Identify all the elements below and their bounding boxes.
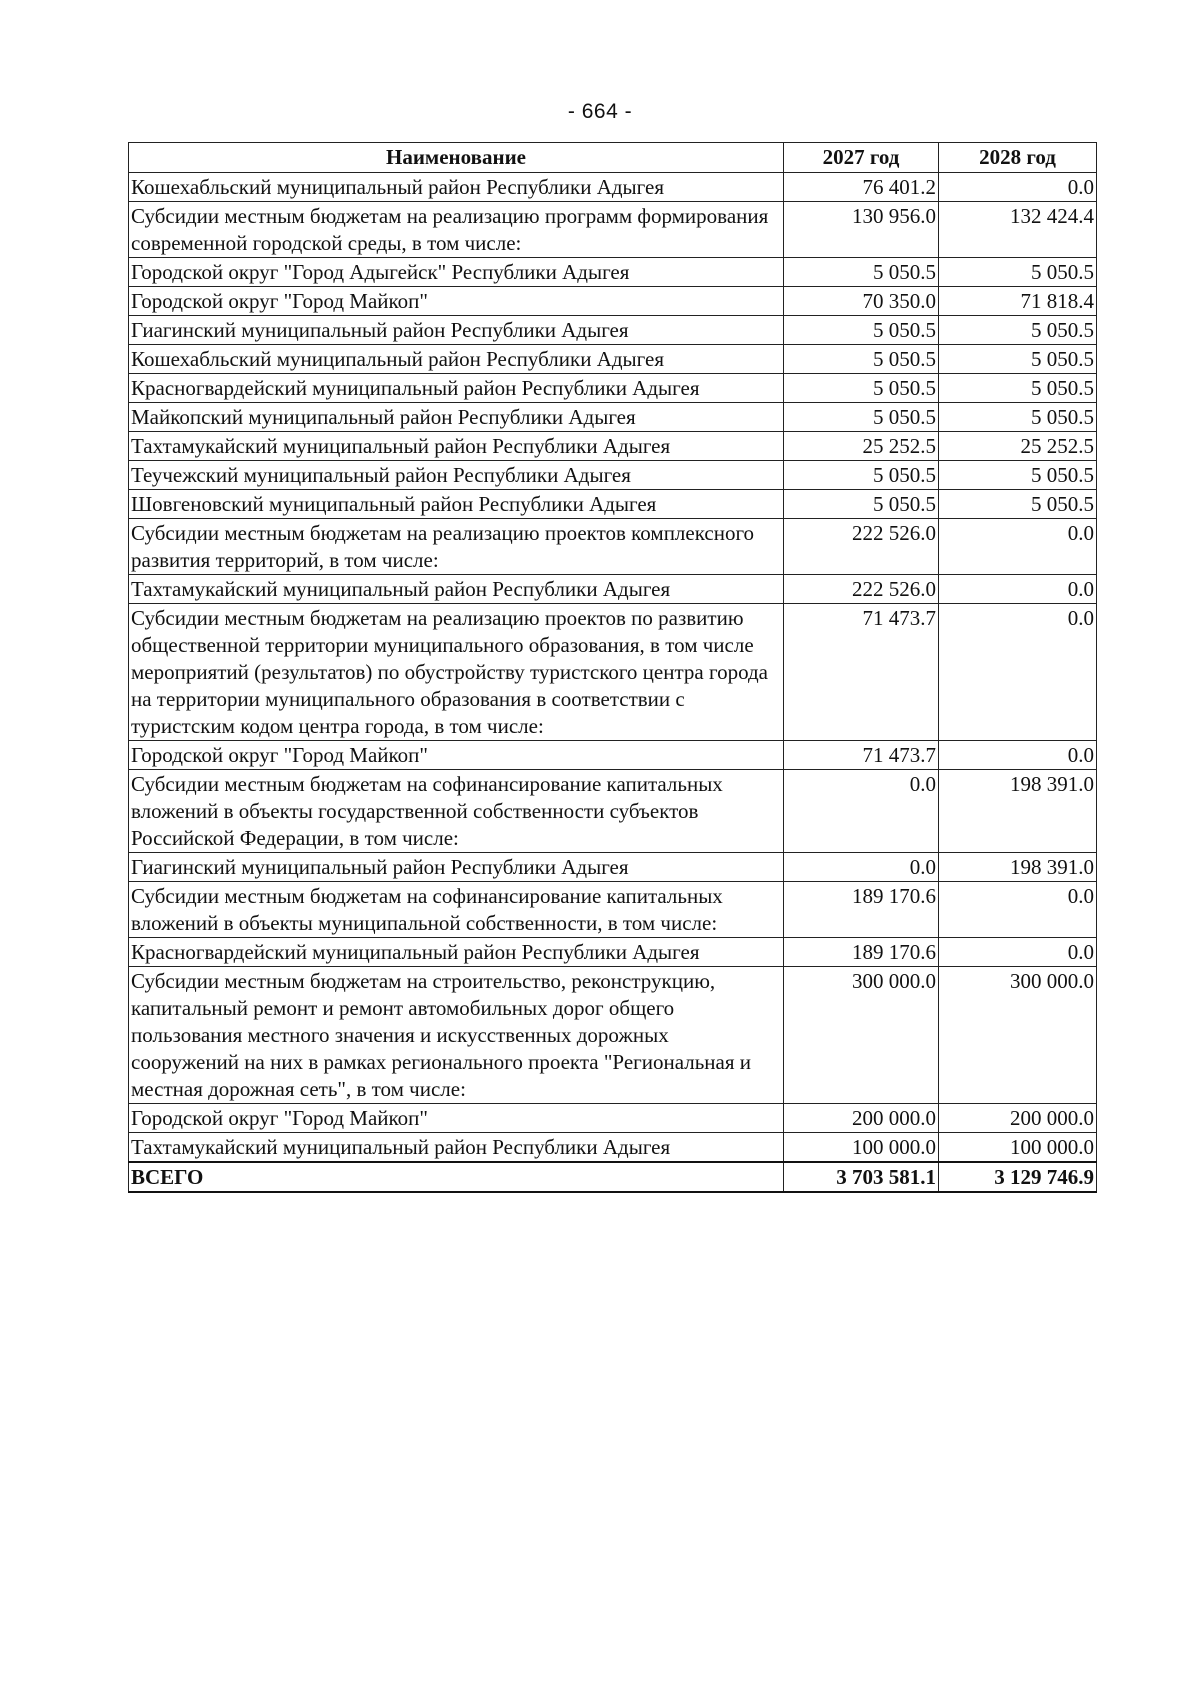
table-row — [129, 345, 1097, 374]
row-name: Городской округ "Город Майкоп" — [129, 741, 784, 770]
table-row — [129, 490, 1097, 519]
table-row — [129, 575, 1097, 604]
row-value-2028: 71 818.4 — [939, 287, 1097, 316]
table-row — [129, 258, 1097, 287]
row-name: Теучежский муниципальный район Республики Адыгея — [129, 461, 784, 490]
row-name: Тахтамукайский муниципальный район Республики Адыгея — [129, 432, 784, 461]
row-value-2027: 5 050.5 — [784, 490, 939, 519]
row-value-2027: 76 401.2 — [784, 173, 939, 202]
budget-table — [128, 142, 1097, 1193]
row-value-2027: 100 000.0 — [784, 1133, 939, 1163]
row-name: Субсидии местным бюджетам на строительство, реконструкцию, капитальный ремонт и ремонт автомобильных дорог общего пользования местного значения и искусственных дорожных сооружений на них в рамках регионального проекта "Региональная и местная дорожная сеть", в том числе: — [129, 967, 784, 1104]
row-value-2027: 222 526.0 — [784, 575, 939, 604]
table-row — [129, 741, 1097, 770]
row-name: Субсидии местным бюджетам на софинансирование капитальных вложений в объекты государственной собственности субъектов Российской Федерации, в том числе: — [129, 770, 784, 853]
row-name: Субсидии местным бюджетам на софинансирование капитальных вложений в объекты муниципальной собственности, в том числе: — [129, 882, 784, 938]
row-value-2027: 5 050.5 — [784, 403, 939, 432]
row-value-2028: 0.0 — [939, 173, 1097, 202]
row-value-2028: 0.0 — [939, 741, 1097, 770]
row-name: Майкопский муниципальный район Республики Адыгея — [129, 403, 784, 432]
row-value-2028: 100 000.0 — [939, 1133, 1097, 1163]
table-row — [129, 374, 1097, 403]
row-value-2028: 5 050.5 — [939, 345, 1097, 374]
table-row — [129, 1133, 1097, 1163]
row-value-2027: 300 000.0 — [784, 967, 939, 1104]
row-value-2028: 300 000.0 — [939, 967, 1097, 1104]
row-value-2028: 0.0 — [939, 938, 1097, 967]
total-value-2028: 3 129 746.9 — [939, 1162, 1097, 1192]
row-value-2028: 25 252.5 — [939, 432, 1097, 461]
row-value-2027: 71 473.7 — [784, 741, 939, 770]
table-row — [129, 770, 1097, 853]
row-value-2028: 0.0 — [939, 604, 1097, 741]
page-number: - 664 - — [567, 100, 633, 123]
total-row — [129, 1162, 1097, 1192]
row-name: Городской округ "Город Адыгейск" Республики Адыгея — [129, 258, 784, 287]
row-value-2028: 0.0 — [939, 882, 1097, 938]
row-name: Красногвардейский муниципальный район Республики Адыгея — [129, 938, 784, 967]
row-value-2027: 5 050.5 — [784, 258, 939, 287]
total-value-2027: 3 703 581.1 — [784, 1162, 939, 1192]
column-header-2027: 2027 год — [784, 143, 939, 173]
row-value-2027: 71 473.7 — [784, 604, 939, 741]
row-value-2027: 0.0 — [784, 770, 939, 853]
table-row — [129, 1104, 1097, 1133]
row-value-2027: 5 050.5 — [784, 374, 939, 403]
table-row — [129, 853, 1097, 882]
row-value-2028: 0.0 — [939, 575, 1097, 604]
table-row — [129, 403, 1097, 432]
table-row — [129, 173, 1097, 202]
table-row — [129, 938, 1097, 967]
row-name: Шовгеновский муниципальный район Республики Адыгея — [129, 490, 784, 519]
row-name: Красногвардейский муниципальный район Республики Адыгея — [129, 374, 784, 403]
row-value-2027: 200 000.0 — [784, 1104, 939, 1133]
table-row — [129, 316, 1097, 345]
row-value-2027: 130 956.0 — [784, 202, 939, 258]
row-value-2027: 222 526.0 — [784, 519, 939, 575]
table-row — [129, 519, 1097, 575]
row-value-2028: 132 424.4 — [939, 202, 1097, 258]
row-name: Субсидии местным бюджетам на реализацию программ формирования современной городской среды, в том числе: — [129, 202, 784, 258]
row-value-2027: 189 170.6 — [784, 938, 939, 967]
row-name: Тахтамукайский муниципальный район Республики Адыгея — [129, 575, 784, 604]
row-value-2028: 0.0 — [939, 519, 1097, 575]
row-value-2028: 5 050.5 — [939, 403, 1097, 432]
table-row — [129, 967, 1097, 1104]
table-header-row — [129, 143, 1097, 173]
row-name: Тахтамукайский муниципальный район Республики Адыгея — [129, 1133, 784, 1163]
row-value-2028: 5 050.5 — [939, 258, 1097, 287]
row-name: Субсидии местным бюджетам на реализацию проектов по развитию общественной территории муниципального образования, в том числе мероприятий (результатов) по обустройству туристского центра города на территории муниципального образования в соответствии с туристским кодом центра города, в том числе: — [129, 604, 784, 741]
row-name: Городской округ "Город Майкоп" — [129, 287, 784, 316]
row-value-2028: 5 050.5 — [939, 490, 1097, 519]
row-name: Субсидии местным бюджетам на реализацию проектов комплексного развития территорий, в том числе: — [129, 519, 784, 575]
row-value-2028: 200 000.0 — [939, 1104, 1097, 1133]
row-value-2028: 5 050.5 — [939, 461, 1097, 490]
row-value-2028: 198 391.0 — [939, 770, 1097, 853]
row-value-2027: 70 350.0 — [784, 287, 939, 316]
row-name: Кошехабльский муниципальный район Республики Адыгея — [129, 345, 784, 374]
row-value-2028: 198 391.0 — [939, 853, 1097, 882]
table-row — [129, 882, 1097, 938]
row-name: Гиагинский муниципальный район Республики Адыгея — [129, 853, 784, 882]
table-row — [129, 604, 1097, 741]
row-value-2027: 5 050.5 — [784, 316, 939, 345]
row-name: Кошехабльский муниципальный район Республики Адыгея — [129, 173, 784, 202]
row-value-2027: 0.0 — [784, 853, 939, 882]
table-row — [129, 202, 1097, 258]
row-value-2028: 5 050.5 — [939, 374, 1097, 403]
table-row — [129, 432, 1097, 461]
row-value-2027: 5 050.5 — [784, 461, 939, 490]
row-name: Городской округ "Город Майкоп" — [129, 1104, 784, 1133]
row-value-2027: 25 252.5 — [784, 432, 939, 461]
total-label: ВСЕГО — [129, 1162, 784, 1192]
row-value-2028: 5 050.5 — [939, 316, 1097, 345]
column-header-name: Наименование — [129, 143, 784, 173]
row-name: Гиагинский муниципальный район Республики Адыгея — [129, 316, 784, 345]
row-value-2027: 189 170.6 — [784, 882, 939, 938]
row-value-2027: 5 050.5 — [784, 345, 939, 374]
table-row — [129, 461, 1097, 490]
table-row — [129, 287, 1097, 316]
column-header-2028: 2028 год — [939, 143, 1097, 173]
